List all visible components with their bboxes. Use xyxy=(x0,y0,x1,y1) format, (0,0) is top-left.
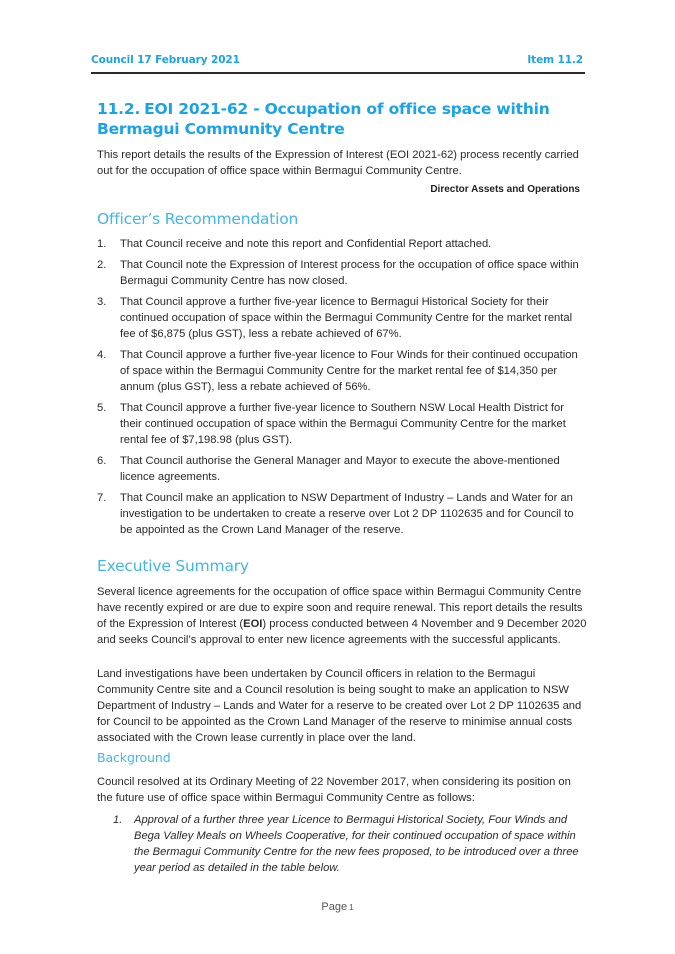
executive-summary-paragraph-1 xyxy=(97,584,587,648)
page-number: 1 xyxy=(349,903,354,912)
item-text: That Council receive and note this report and Confidential Report attached. xyxy=(120,238,492,250)
item-number: 4. xyxy=(97,349,107,361)
background-paragraph: Council resolved at its Ordinary Meeting of 22 November 2017, when considering its position on the future use of office space within Bermagui Community Centre as follows: xyxy=(97,776,571,804)
header-divider xyxy=(91,72,585,74)
list-item xyxy=(97,294,587,342)
intro-paragraph: This report details the results of the Expression of Interest (EOI 2021-62) process recently carried out for the occupation of office space within Bermagui Community Centre. xyxy=(97,149,579,177)
meeting-date: Council 17 February 2021 xyxy=(91,54,240,66)
recommendation-heading: Officer’s Recommendation xyxy=(97,210,299,228)
executive-summary-paragraph-2: Land investigations have been undertaken by Council officers in relation to the Bermagui Community Centre site and a Council resolution is being sought to make an application to NSW Department of Industry – Lands and Water for a reserve to be created over Lot 2 DP 1102635 and for Council to be appointed as the Crown Land Manager of the reserve to minimise annual costs associated with the Crown lease currently in place over the land. xyxy=(97,668,582,744)
item-number: 1. xyxy=(97,238,107,250)
resolution-list xyxy=(113,812,583,876)
item-text: Approval of a further three year Licence to Bermagui Historical Society, Four Winds and Bega Valley Meals on Wheels Cooperative, for their continued occupation of space within the Bermagui Community Centre for the new fees proposed, to be introduced over a three year period as detailed in the table below. xyxy=(134,814,579,874)
page-label: Page xyxy=(321,901,348,913)
list-item xyxy=(97,257,587,289)
recommendation-list xyxy=(97,236,587,543)
item-text: That Council approve a further five-year licence to Southern NSW Local Health District for their continued occupation of space within the Bermagui Community Centre for the market rental fee of $7,198.98 (plus GST). xyxy=(120,402,566,446)
item-text: That Council authorise the General Manager and Mayor to execute the above-mentioned licence agreements. xyxy=(120,455,560,483)
item-text: That Council approve a further five-year licence to Bermagui Historical Society for their continued occupation of space within the Bermagui Community Centre for the market rental fee of $6,875 (plus GST), less a rebate achieved of 67%. xyxy=(120,296,573,340)
item-text: That Council make an application to NSW Department of Industry – Lands and Water for an investigation to be undertaken to create a reserve over Lot 2 DP 1102635 and for Council to be appointed as the Crown Land Manager of the reserve. xyxy=(120,492,574,536)
page-footer xyxy=(0,901,675,913)
item-number: 6. xyxy=(97,455,107,467)
executive-summary-heading: Executive Summary xyxy=(97,557,249,575)
list-item xyxy=(97,236,587,252)
text-run: Several licence agreements for the occupation of office space within Bermagui Community Centre have recently expired or are due to expire soon and require renewal. This report details the results of the Expression of Interest ( xyxy=(97,586,583,630)
item-number: Item 11.2 xyxy=(527,54,583,66)
item-text: That Council approve a further five-year licence to Four Winds for their continued occupation of space within the Bermagui Community Centre for the market rental fee of $14,350 per annum (plus GST), less a rebate achieved of 56%. xyxy=(120,349,578,393)
report-author: Director Assets and Operations xyxy=(430,184,580,195)
item-number: 1. xyxy=(113,814,123,826)
background-heading: Background xyxy=(97,750,171,765)
text-run: ) process conducted between 4 November and 9 December 2020 and seeks Council’s approval to enter new licence agreements with the successful applicants. xyxy=(97,618,587,646)
list-item xyxy=(97,490,587,538)
item-text: That Council note the Expression of Interest process for the occupation of office space within Bermagui Community Centre has now closed. xyxy=(120,259,579,287)
item-number: 7. xyxy=(97,492,107,504)
item-number: 3. xyxy=(97,296,107,308)
page-header xyxy=(91,53,583,73)
list-item xyxy=(113,812,583,876)
eoi-abbreviation: EOI xyxy=(243,618,263,630)
list-item xyxy=(97,453,587,485)
list-item xyxy=(97,400,587,448)
title-text: EOI 2021-62 - Occupation of office space within Bermagui Community Centre xyxy=(97,100,550,138)
item-number: 5. xyxy=(97,402,107,414)
page-title xyxy=(97,100,577,139)
title-number: 11.2. xyxy=(97,100,141,118)
item-number: 2. xyxy=(97,259,107,271)
list-item xyxy=(97,347,587,395)
